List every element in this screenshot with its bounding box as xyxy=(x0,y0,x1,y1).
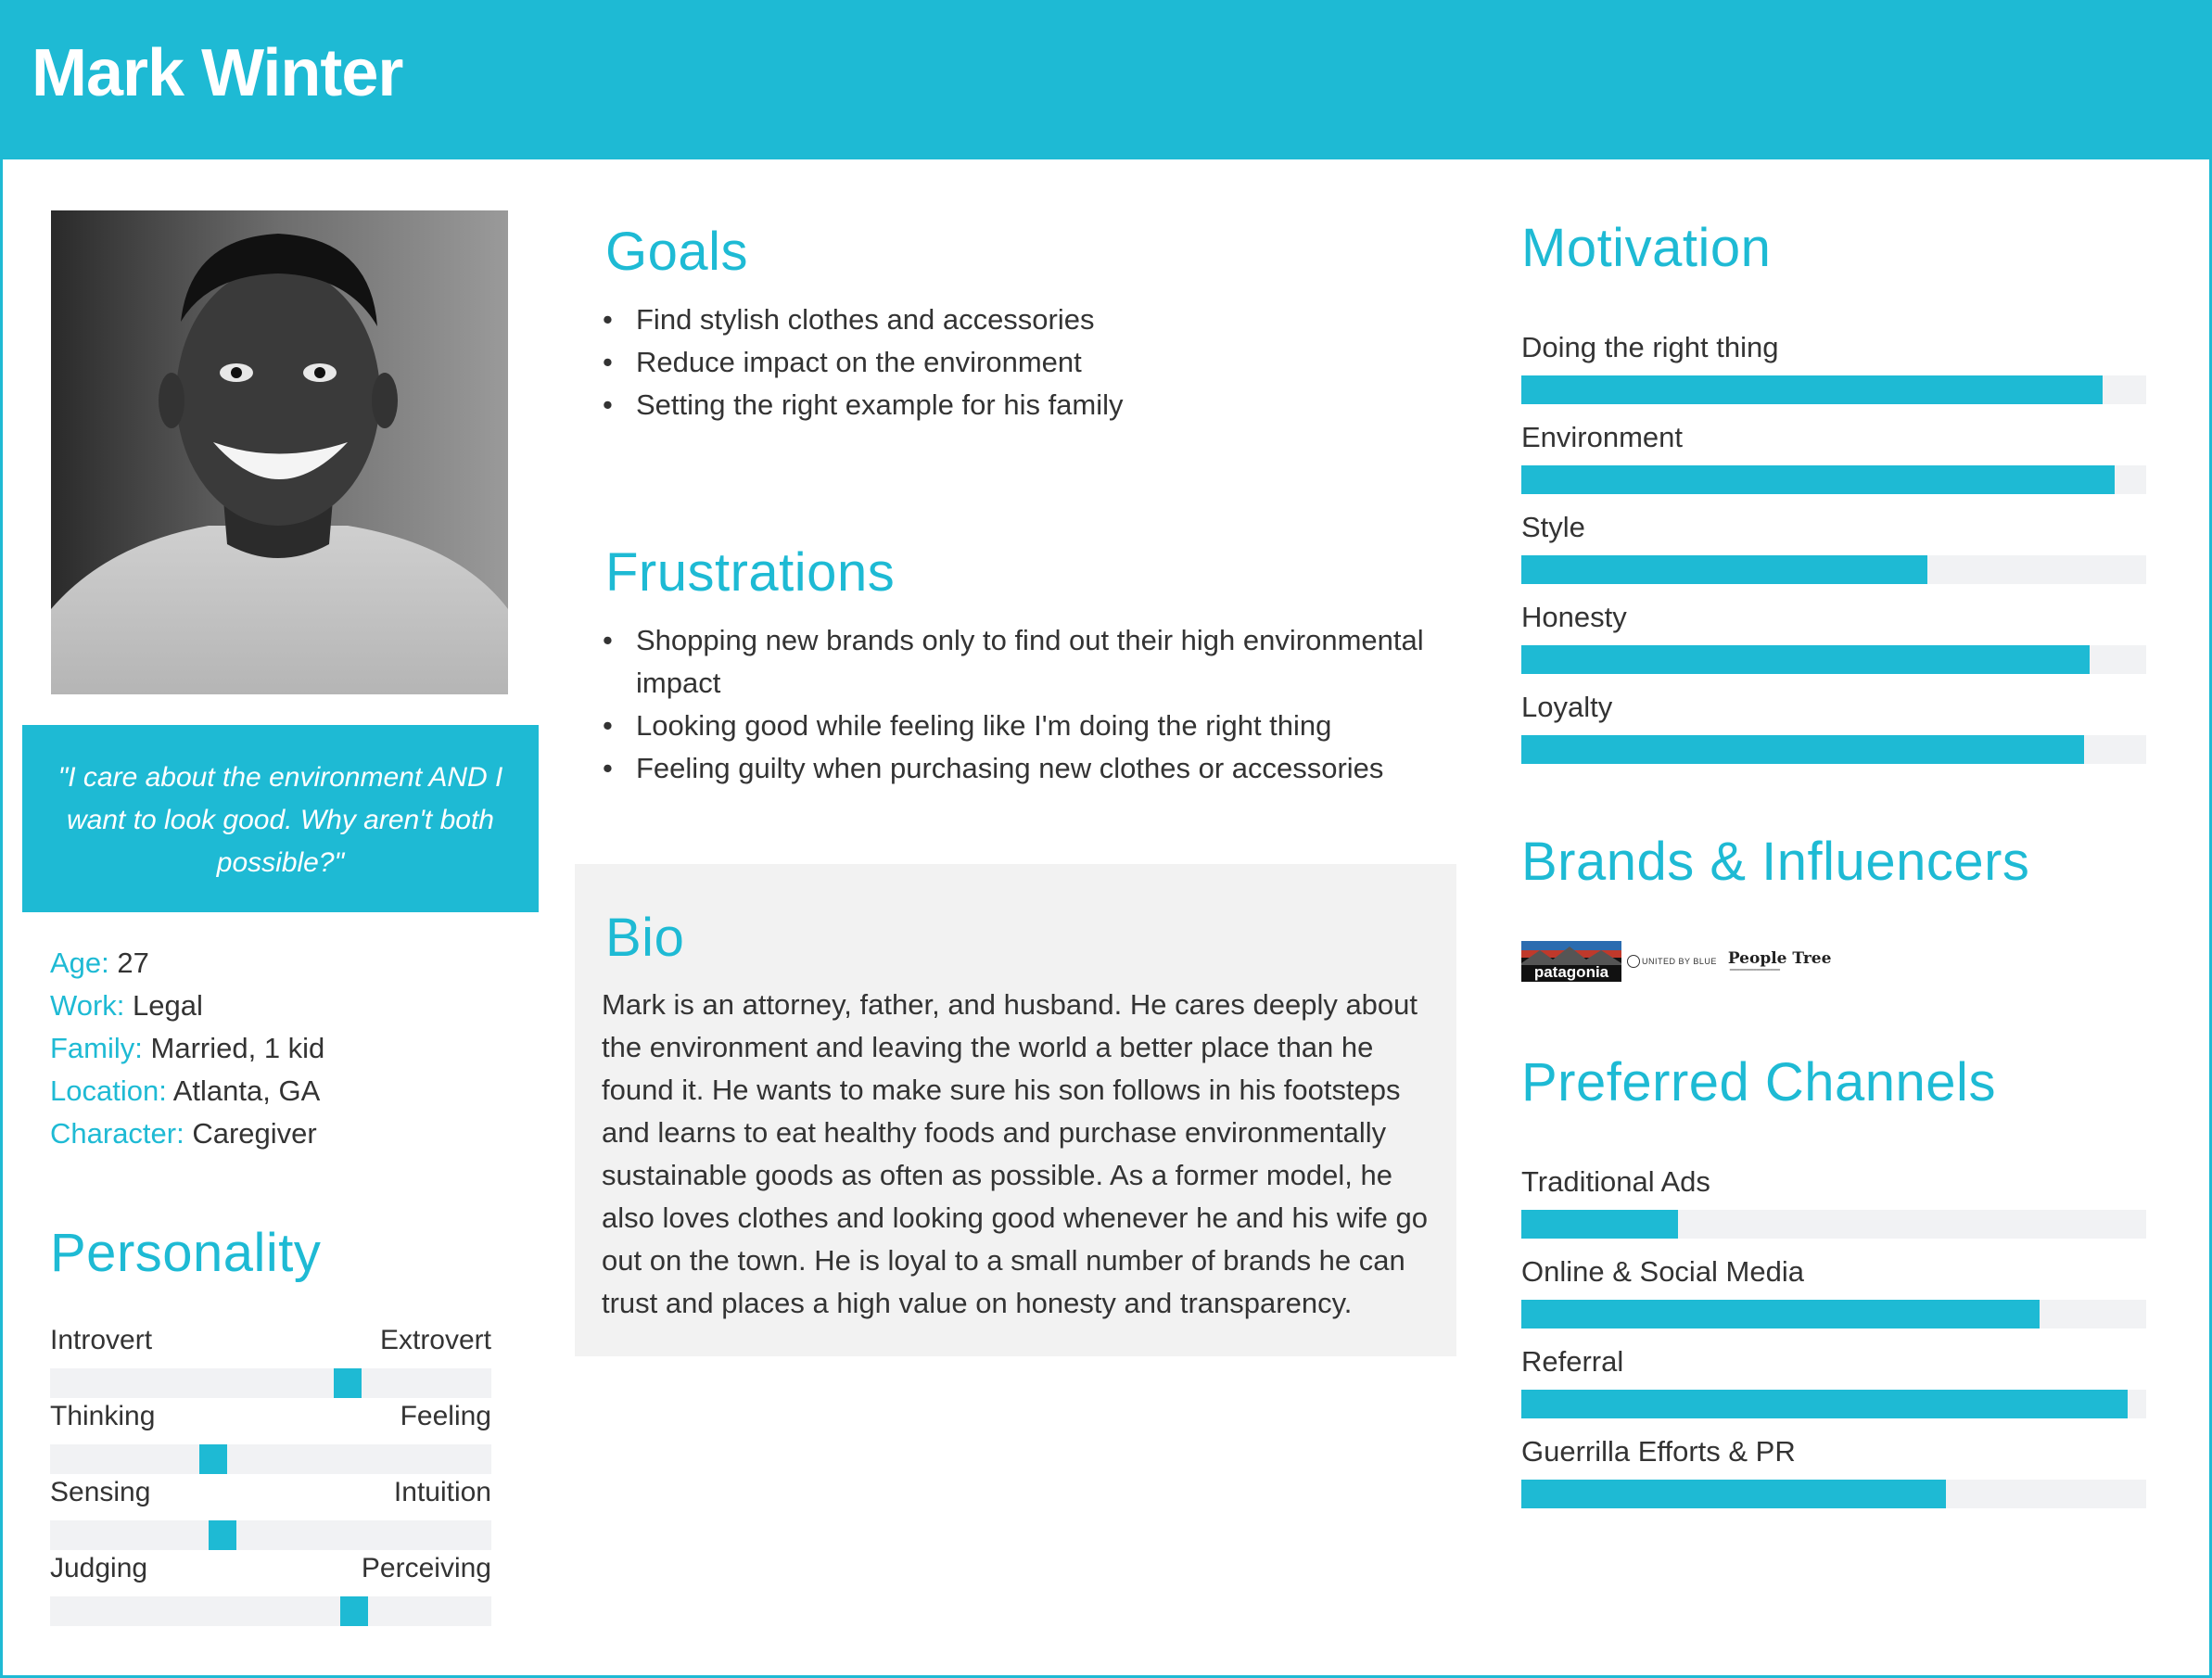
bio-text: Mark is an attorney, father, and husband. He cares deeply about the environment and leaving the world a better place than he found it. He wants to make sure his son follows in his footsteps and learns to eat healthy foods and purchase environmentally sustainable goods as often as possible. As a former model, he also loves clothes and looking good whenever he and his wife go out on the town. He is loyal to a small number of brands he can trust and places a high value on honesty and transparency. xyxy=(602,988,1428,1319)
bar-track xyxy=(1521,645,2146,674)
goal-item: • Find stylish clothes and accessories xyxy=(603,299,1437,341)
portrait-image xyxy=(51,210,508,694)
persona-quote: "I care about the environment AND I want to look good. Why aren't both possible?" xyxy=(22,725,539,912)
bar-fill xyxy=(1521,555,1927,584)
channel-bar xyxy=(1521,1253,2146,1343)
fact-value: Married, 1 kid xyxy=(150,1032,325,1064)
frustration-item: • Feeling guilty when purchasing new clothes or accessories xyxy=(603,747,1437,790)
fact-value: Caregiver xyxy=(192,1117,317,1150)
fact-key: Family: xyxy=(50,1032,143,1064)
bar-track xyxy=(1521,465,2146,494)
scale-right-label: Intuition xyxy=(393,1477,491,1507)
scale-right-label: Feeling xyxy=(400,1401,491,1431)
bar-track xyxy=(1521,735,2146,764)
bar-fill xyxy=(1521,645,2090,674)
scale-track xyxy=(50,1368,491,1398)
personality-scale xyxy=(50,1552,491,1628)
people-tree-text: People Tree xyxy=(1727,948,1832,968)
fact-key: Work: xyxy=(50,989,125,1022)
channel-bar xyxy=(1521,1163,2146,1253)
motivation-bar xyxy=(1521,419,2146,509)
personality-scale xyxy=(50,1400,491,1476)
united-by-blue-circle-icon xyxy=(1627,955,1640,968)
channel-bar xyxy=(1521,1343,2146,1433)
bar-label: Style xyxy=(1521,511,1585,543)
personality-title: Personality xyxy=(50,1223,322,1283)
bio-title: Bio xyxy=(605,908,685,968)
bar-track xyxy=(1521,555,2146,584)
fact-key: Location: xyxy=(50,1074,167,1107)
scale-track xyxy=(50,1444,491,1474)
motivation-bar xyxy=(1521,599,2146,689)
scale-right-label: Perceiving xyxy=(361,1553,491,1583)
fact-value: 27 xyxy=(117,947,149,979)
fact-age xyxy=(50,942,324,985)
bar-fill xyxy=(1521,375,2103,404)
bar-track xyxy=(1521,1390,2146,1418)
bar-label: Loyalty xyxy=(1521,691,1613,723)
motivation-title: Motivation xyxy=(1521,218,1772,278)
channel-bar xyxy=(1521,1433,2146,1523)
bar-fill xyxy=(1521,465,2115,494)
brand-logos xyxy=(1521,941,1831,982)
personality-scale xyxy=(50,1324,491,1400)
motivation-bar xyxy=(1521,509,2146,599)
bar-track xyxy=(1521,1210,2146,1239)
scale-marker xyxy=(334,1368,362,1398)
goals-title: Goals xyxy=(605,222,749,282)
bar-label: Environment xyxy=(1521,421,1684,453)
scale-track xyxy=(50,1596,491,1626)
channels-title: Preferred Channels xyxy=(1521,1052,1996,1112)
goal-item: • Setting the right example for his family xyxy=(603,384,1437,426)
motivation-bars xyxy=(1521,329,2146,779)
patagonia-logo-text: patagonia xyxy=(1533,963,1609,981)
bar-fill xyxy=(1521,1480,1946,1508)
goal-item: • Reduce impact on the environment xyxy=(603,341,1437,384)
scale-right-label: Extrovert xyxy=(379,1325,491,1355)
united-by-blue-text: UNITED BY BLUE xyxy=(1642,957,1717,966)
people-tree-tagline-decoration: ━━━━━━━━━━━━━━━ xyxy=(1729,967,1781,973)
fact-family xyxy=(50,1027,324,1070)
motivation-bar xyxy=(1521,689,2146,779)
bar-track xyxy=(1521,1300,2146,1328)
personality-scale xyxy=(50,1476,491,1552)
bar-track xyxy=(1521,375,2146,404)
scale-left-label: Introvert xyxy=(50,1325,153,1355)
bar-track xyxy=(1521,1480,2146,1508)
people-tree-logo xyxy=(1728,950,1832,973)
bar-label: Traditional Ads xyxy=(1521,1165,1710,1198)
bar-fill xyxy=(1521,735,2084,764)
bar-label: Honesty xyxy=(1521,601,1627,633)
persona-facts xyxy=(50,942,324,1155)
motivation-bar xyxy=(1521,329,2146,419)
brands-title: Brands & Influencers xyxy=(1521,832,2030,892)
patagonia-logo xyxy=(1521,941,1621,982)
scale-left-label: Sensing xyxy=(50,1477,151,1507)
header-banner xyxy=(0,0,2212,159)
scale-left-label: Thinking xyxy=(50,1401,156,1431)
persona-name: Mark Winter xyxy=(32,36,403,110)
scale-marker xyxy=(209,1520,236,1550)
fact-value: Atlanta, GA xyxy=(172,1074,321,1107)
scale-left-label: Judging xyxy=(50,1553,148,1583)
bar-fill xyxy=(1521,1300,2040,1328)
bar-fill xyxy=(1521,1210,1678,1239)
personality-scales xyxy=(50,1324,491,1628)
fact-character xyxy=(50,1112,324,1155)
fact-key: Character: xyxy=(50,1117,184,1150)
channels-bars xyxy=(1521,1163,2146,1523)
scale-track xyxy=(50,1520,491,1550)
bar-label: Doing the right thing xyxy=(1521,331,1779,363)
frustration-item: • Shopping new brands only to find out their high environmental impact xyxy=(603,619,1437,705)
fact-key: Age: xyxy=(50,947,109,979)
fact-work xyxy=(50,985,324,1027)
frustrations-list xyxy=(603,619,1437,790)
scale-marker xyxy=(199,1444,227,1474)
persona-photo xyxy=(51,210,508,694)
bar-fill xyxy=(1521,1390,2128,1418)
bar-label: Online & Social Media xyxy=(1521,1255,1804,1288)
bar-label: Guerrilla Efforts & PR xyxy=(1521,1435,1796,1468)
fact-location xyxy=(50,1070,324,1112)
frustration-item: • Looking good while feeling like I'm doing the right thing xyxy=(603,705,1437,747)
goals-list xyxy=(603,299,1437,426)
united-by-blue-logo xyxy=(1627,955,1717,968)
bar-label: Referral xyxy=(1521,1345,1624,1378)
frustrations-title: Frustrations xyxy=(605,542,896,603)
fact-value: Legal xyxy=(133,989,203,1022)
scale-marker xyxy=(340,1596,368,1626)
